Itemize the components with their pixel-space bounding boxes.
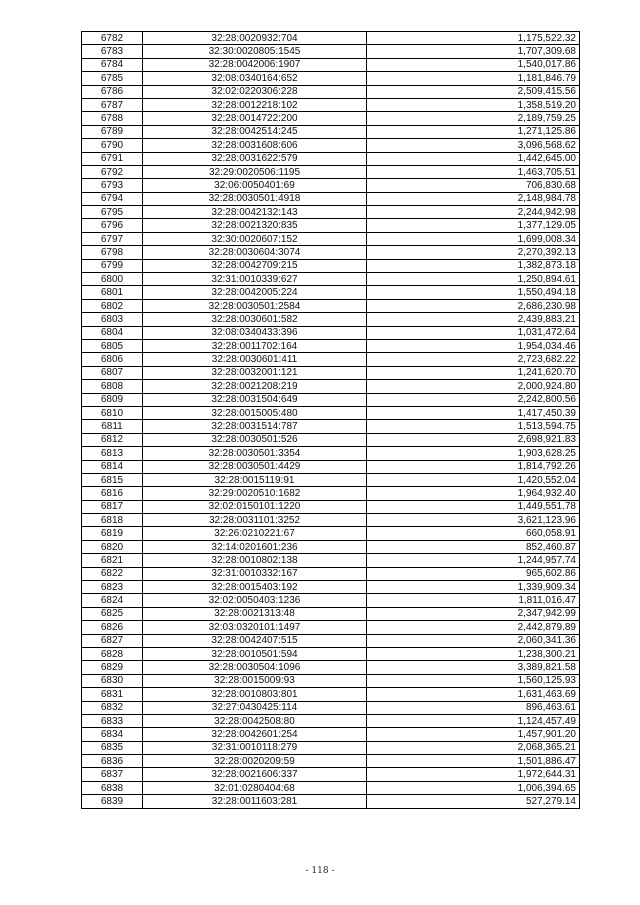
- cadastral-number-cell: 32:02:0050403:1236: [143, 594, 367, 607]
- amount-cell: 1,250,894.61: [367, 273, 580, 286]
- table-row: [82, 380, 580, 393]
- cadastral-number-cell: 32:28:0014722:200: [143, 112, 367, 125]
- table-row: [82, 259, 580, 272]
- amount-cell: 1,699,008.34: [367, 232, 580, 245]
- row-number-cell: 6835: [82, 741, 143, 754]
- amount-cell: 2,060,341.36: [367, 634, 580, 647]
- amount-cell: 1,463,705.51: [367, 165, 580, 178]
- cadastral-number-cell: 32:27:0430425:114: [143, 701, 367, 714]
- cadastral-number-cell: 32:28:0030604:3074: [143, 246, 367, 259]
- table-row: [82, 286, 580, 299]
- row-number-cell: 6826: [82, 621, 143, 634]
- cadastral-number-cell: 32:28:0015403:192: [143, 581, 367, 594]
- amount-cell: 706,830.68: [367, 179, 580, 192]
- row-number-cell: 6789: [82, 125, 143, 138]
- cadastral-value-table: [81, 31, 580, 809]
- cadastral-number-cell: 32:28:0042005:224: [143, 286, 367, 299]
- cadastral-number-cell: 32:02:0220306:228: [143, 85, 367, 98]
- table-row: [82, 165, 580, 178]
- amount-cell: 1,814,792.26: [367, 460, 580, 473]
- table-row: [82, 473, 580, 486]
- table-row: [82, 219, 580, 232]
- amount-cell: 1,707,309.68: [367, 45, 580, 58]
- cadastral-number-cell: 32:28:0020209:59: [143, 755, 367, 768]
- row-number-cell: 6822: [82, 567, 143, 580]
- table-row: [82, 192, 580, 205]
- cadastral-number-cell: 32:28:0011603:281: [143, 795, 367, 808]
- amount-cell: 1,449,551.78: [367, 500, 580, 513]
- table-row: [82, 433, 580, 446]
- table-row: [82, 554, 580, 567]
- table-row: [82, 674, 580, 687]
- amount-cell: 3,389,821.58: [367, 661, 580, 674]
- table-row: [82, 514, 580, 527]
- table-row: [82, 728, 580, 741]
- row-number-cell: 6838: [82, 781, 143, 794]
- table-row: [82, 741, 580, 754]
- amount-cell: 1,124,457.49: [367, 714, 580, 727]
- cadastral-number-cell: 32:28:0030601:411: [143, 353, 367, 366]
- row-number-cell: 6784: [82, 58, 143, 71]
- table-row: [82, 85, 580, 98]
- amount-cell: 1,339,909.34: [367, 581, 580, 594]
- cadastral-number-cell: 32:28:0042508:80: [143, 714, 367, 727]
- table-row: [82, 98, 580, 111]
- amount-cell: 1,175,522.32: [367, 32, 580, 45]
- cadastral-number-cell: 32:28:0010802:138: [143, 554, 367, 567]
- amount-cell: 896,463.61: [367, 701, 580, 714]
- row-number-cell: 6812: [82, 433, 143, 446]
- cadastral-number-cell: 32:28:0030501:3354: [143, 447, 367, 460]
- row-number-cell: 6802: [82, 299, 143, 312]
- table-row: [82, 152, 580, 165]
- row-number-cell: 6801: [82, 286, 143, 299]
- row-number-cell: 6813: [82, 447, 143, 460]
- cadastral-number-cell: 32:29:0020510:1682: [143, 487, 367, 500]
- cadastral-number-cell: 32:28:0021320:835: [143, 219, 367, 232]
- row-number-cell: 6834: [82, 728, 143, 741]
- table-row: [82, 112, 580, 125]
- row-number-cell: 6816: [82, 487, 143, 500]
- amount-cell: 2,242,800.56: [367, 393, 580, 406]
- cadastral-number-cell: 32:28:0021606:337: [143, 768, 367, 781]
- row-number-cell: 6796: [82, 219, 143, 232]
- table-row: [82, 647, 580, 660]
- amount-cell: 2,439,883.21: [367, 313, 580, 326]
- table-row: [82, 781, 580, 794]
- cadastral-number-cell: 32:28:0031608:606: [143, 139, 367, 152]
- amount-cell: 2,347,942.99: [367, 607, 580, 620]
- row-number-cell: 6807: [82, 366, 143, 379]
- cadastral-number-cell: 32:28:0020932:704: [143, 32, 367, 45]
- amount-cell: 2,442,879.89: [367, 621, 580, 634]
- amount-cell: 1,420,552.04: [367, 473, 580, 486]
- row-number-cell: 6836: [82, 755, 143, 768]
- cadastral-number-cell: 32:28:0015009:93: [143, 674, 367, 687]
- row-number-cell: 6829: [82, 661, 143, 674]
- table-row: [82, 621, 580, 634]
- amount-cell: 1,238,300.21: [367, 647, 580, 660]
- table-row: [82, 246, 580, 259]
- row-number-cell: 6833: [82, 714, 143, 727]
- row-number-cell: 6794: [82, 192, 143, 205]
- table-row: [82, 594, 580, 607]
- row-number-cell: 6819: [82, 527, 143, 540]
- table-row: [82, 366, 580, 379]
- amount-cell: 1,377,129.05: [367, 219, 580, 232]
- cadastral-number-cell: 32:28:0015119:91: [143, 473, 367, 486]
- amount-cell: 1,382,873.18: [367, 259, 580, 272]
- table-row: [82, 339, 580, 352]
- cadastral-number-cell: 32:28:0032001:121: [143, 366, 367, 379]
- row-number-cell: 6828: [82, 647, 143, 660]
- cadastral-number-cell: 32:30:0020607:152: [143, 232, 367, 245]
- cadastral-number-cell: 32:26:0210221:67: [143, 527, 367, 540]
- row-number-cell: 6824: [82, 594, 143, 607]
- row-number-cell: 6820: [82, 540, 143, 553]
- amount-cell: 1,631,463.69: [367, 688, 580, 701]
- cadastral-number-cell: 32:01:0280404:68: [143, 781, 367, 794]
- table-row: [82, 540, 580, 553]
- cadastral-number-cell: 32:31:0010332:167: [143, 567, 367, 580]
- amount-cell: 1,181,846.79: [367, 72, 580, 85]
- amount-cell: 527,279.14: [367, 795, 580, 808]
- table-row: [82, 500, 580, 513]
- table-row: [82, 607, 580, 620]
- amount-cell: 1,244,957.74: [367, 554, 580, 567]
- cadastral-number-cell: 32:31:0010339:627: [143, 273, 367, 286]
- table-row: [82, 420, 580, 433]
- row-number-cell: 6800: [82, 273, 143, 286]
- cadastral-number-cell: 32:31:0010118:279: [143, 741, 367, 754]
- cadastral-number-cell: 32:28:0030501:2584: [143, 299, 367, 312]
- table-row: [82, 460, 580, 473]
- cadastral-number-cell: 32:28:0030501:4429: [143, 460, 367, 473]
- row-number-cell: 6786: [82, 85, 143, 98]
- row-number-cell: 6810: [82, 406, 143, 419]
- amount-cell: 1,006,394.65: [367, 781, 580, 794]
- row-number-cell: 6809: [82, 393, 143, 406]
- amount-cell: 1,031,472.64: [367, 326, 580, 339]
- amount-cell: 2,723,682.22: [367, 353, 580, 366]
- table-row: [82, 755, 580, 768]
- row-number-cell: 6805: [82, 339, 143, 352]
- amount-cell: 1,903,628.25: [367, 447, 580, 460]
- cadastral-number-cell: 32:02:0150101:1220: [143, 500, 367, 513]
- row-number-cell: 6797: [82, 232, 143, 245]
- cadastral-number-cell: 32:28:0012218:102: [143, 98, 367, 111]
- row-number-cell: 6830: [82, 674, 143, 687]
- amount-cell: 1,271,125.86: [367, 125, 580, 138]
- amount-cell: 1,457,901.20: [367, 728, 580, 741]
- cadastral-number-cell: 32:08:0340433:396: [143, 326, 367, 339]
- cadastral-number-cell: 32:28:0021208:219: [143, 380, 367, 393]
- table-body: [82, 32, 580, 809]
- table-row: [82, 313, 580, 326]
- amount-cell: 1,241,620.70: [367, 366, 580, 379]
- row-number-cell: 6808: [82, 380, 143, 393]
- cadastral-number-cell: 32:08:0340164:652: [143, 72, 367, 85]
- row-number-cell: 6803: [82, 313, 143, 326]
- row-number-cell: 6815: [82, 473, 143, 486]
- table-row: [82, 688, 580, 701]
- row-number-cell: 6823: [82, 581, 143, 594]
- row-number-cell: 6787: [82, 98, 143, 111]
- cadastral-number-cell: 32:28:0010803:801: [143, 688, 367, 701]
- cadastral-number-cell: 32:28:0021313:48: [143, 607, 367, 620]
- table-row: [82, 232, 580, 245]
- amount-cell: 1,964,932.40: [367, 487, 580, 500]
- cadastral-number-cell: 32:28:0030504:1096: [143, 661, 367, 674]
- cadastral-number-cell: 32:03:0320101:1497: [143, 621, 367, 634]
- table-row: [82, 139, 580, 152]
- page-number: - 118 -: [305, 866, 335, 876]
- table-row: [82, 273, 580, 286]
- amount-cell: 2,686,230.98: [367, 299, 580, 312]
- cadastral-number-cell: 32:28:0010501:594: [143, 647, 367, 660]
- cadastral-number-cell: 32:28:0042006:1907: [143, 58, 367, 71]
- row-number-cell: 6798: [82, 246, 143, 259]
- table-row: [82, 527, 580, 540]
- row-number-cell: 6791: [82, 152, 143, 165]
- table-row: [82, 447, 580, 460]
- amount-cell: 1,811,016.47: [367, 594, 580, 607]
- amount-cell: 1,560,125.93: [367, 674, 580, 687]
- amount-cell: 2,189,759.25: [367, 112, 580, 125]
- row-number-cell: 6837: [82, 768, 143, 781]
- table-row: [82, 795, 580, 808]
- cadastral-number-cell: 32:28:0042514:245: [143, 125, 367, 138]
- cadastral-number-cell: 32:28:0011702:164: [143, 339, 367, 352]
- row-number-cell: 6827: [82, 634, 143, 647]
- table-row: [82, 125, 580, 138]
- cadastral-number-cell: 32:28:0042709:215: [143, 259, 367, 272]
- table-row: [82, 353, 580, 366]
- amount-cell: 2,068,365.21: [367, 741, 580, 754]
- table-row: [82, 487, 580, 500]
- cadastral-number-cell: 32:29:0020506:1195: [143, 165, 367, 178]
- row-number-cell: 6832: [82, 701, 143, 714]
- table-row: [82, 406, 580, 419]
- row-number-cell: 6817: [82, 500, 143, 513]
- amount-cell: 1,442,645.00: [367, 152, 580, 165]
- row-number-cell: 6785: [82, 72, 143, 85]
- amount-cell: 1,540,017.86: [367, 58, 580, 71]
- amount-cell: 852,460.87: [367, 540, 580, 553]
- table-row: [82, 581, 580, 594]
- amount-cell: 3,621,123.96: [367, 514, 580, 527]
- amount-cell: 2,148,984.78: [367, 192, 580, 205]
- cadastral-number-cell: 32:28:0031622:579: [143, 152, 367, 165]
- cadastral-number-cell: 32:28:0042601:254: [143, 728, 367, 741]
- row-number-cell: 6793: [82, 179, 143, 192]
- row-number-cell: 6814: [82, 460, 143, 473]
- cadastral-number-cell: 32:28:0031514:787: [143, 420, 367, 433]
- row-number-cell: 6788: [82, 112, 143, 125]
- amount-cell: 660,058.91: [367, 527, 580, 540]
- row-number-cell: 6804: [82, 326, 143, 339]
- amount-cell: 1,972,644.31: [367, 768, 580, 781]
- row-number-cell: 6782: [82, 32, 143, 45]
- cadastral-number-cell: 32:30:0020805:1545: [143, 45, 367, 58]
- row-number-cell: 6795: [82, 206, 143, 219]
- amount-cell: 2,000,924.80: [367, 380, 580, 393]
- table-row: [82, 206, 580, 219]
- cadastral-number-cell: 32:28:0042407:515: [143, 634, 367, 647]
- table-row: [82, 58, 580, 71]
- cadastral-number-cell: 32:06:0050401:69: [143, 179, 367, 192]
- table-row: [82, 45, 580, 58]
- amount-cell: 2,509,415.56: [367, 85, 580, 98]
- amount-cell: 1,501,886.47: [367, 755, 580, 768]
- table-row: [82, 179, 580, 192]
- cadastral-number-cell: 32:28:0042132:143: [143, 206, 367, 219]
- row-number-cell: 6821: [82, 554, 143, 567]
- cadastral-number-cell: 32:28:0030501:526: [143, 433, 367, 446]
- table-row: [82, 634, 580, 647]
- amount-cell: 1,954,034.46: [367, 339, 580, 352]
- row-number-cell: 6818: [82, 514, 143, 527]
- table-row: [82, 326, 580, 339]
- table-row: [82, 768, 580, 781]
- row-number-cell: 6806: [82, 353, 143, 366]
- table-row: [82, 32, 580, 45]
- table-row: [82, 299, 580, 312]
- amount-cell: 1,417,450.39: [367, 406, 580, 419]
- row-number-cell: 6799: [82, 259, 143, 272]
- cadastral-number-cell: 32:14:0201601:236: [143, 540, 367, 553]
- row-number-cell: 6831: [82, 688, 143, 701]
- amount-cell: 3,096,568.62: [367, 139, 580, 152]
- table-row: [82, 567, 580, 580]
- amount-cell: 2,244,942.98: [367, 206, 580, 219]
- table-row: [82, 701, 580, 714]
- row-number-cell: 6790: [82, 139, 143, 152]
- table-row: [82, 714, 580, 727]
- row-number-cell: 6825: [82, 607, 143, 620]
- amount-cell: 1,358,519.20: [367, 98, 580, 111]
- row-number-cell: 6792: [82, 165, 143, 178]
- cadastral-number-cell: 32:28:0030501:4918: [143, 192, 367, 205]
- cadastral-number-cell: 32:28:0031504:649: [143, 393, 367, 406]
- cadastral-number-cell: 32:28:0031101:3252: [143, 514, 367, 527]
- amount-cell: 965,602.86: [367, 567, 580, 580]
- table-row: [82, 393, 580, 406]
- amount-cell: 2,270,392.13: [367, 246, 580, 259]
- table-row: [82, 72, 580, 85]
- cadastral-number-cell: 32:28:0030601:582: [143, 313, 367, 326]
- row-number-cell: 6839: [82, 795, 143, 808]
- amount-cell: 1,513,594.75: [367, 420, 580, 433]
- row-number-cell: 6783: [82, 45, 143, 58]
- row-number-cell: 6811: [82, 420, 143, 433]
- table-row: [82, 661, 580, 674]
- amount-cell: 2,698,921.83: [367, 433, 580, 446]
- cadastral-number-cell: 32:28:0015005:480: [143, 406, 367, 419]
- amount-cell: 1,550,494.18: [367, 286, 580, 299]
